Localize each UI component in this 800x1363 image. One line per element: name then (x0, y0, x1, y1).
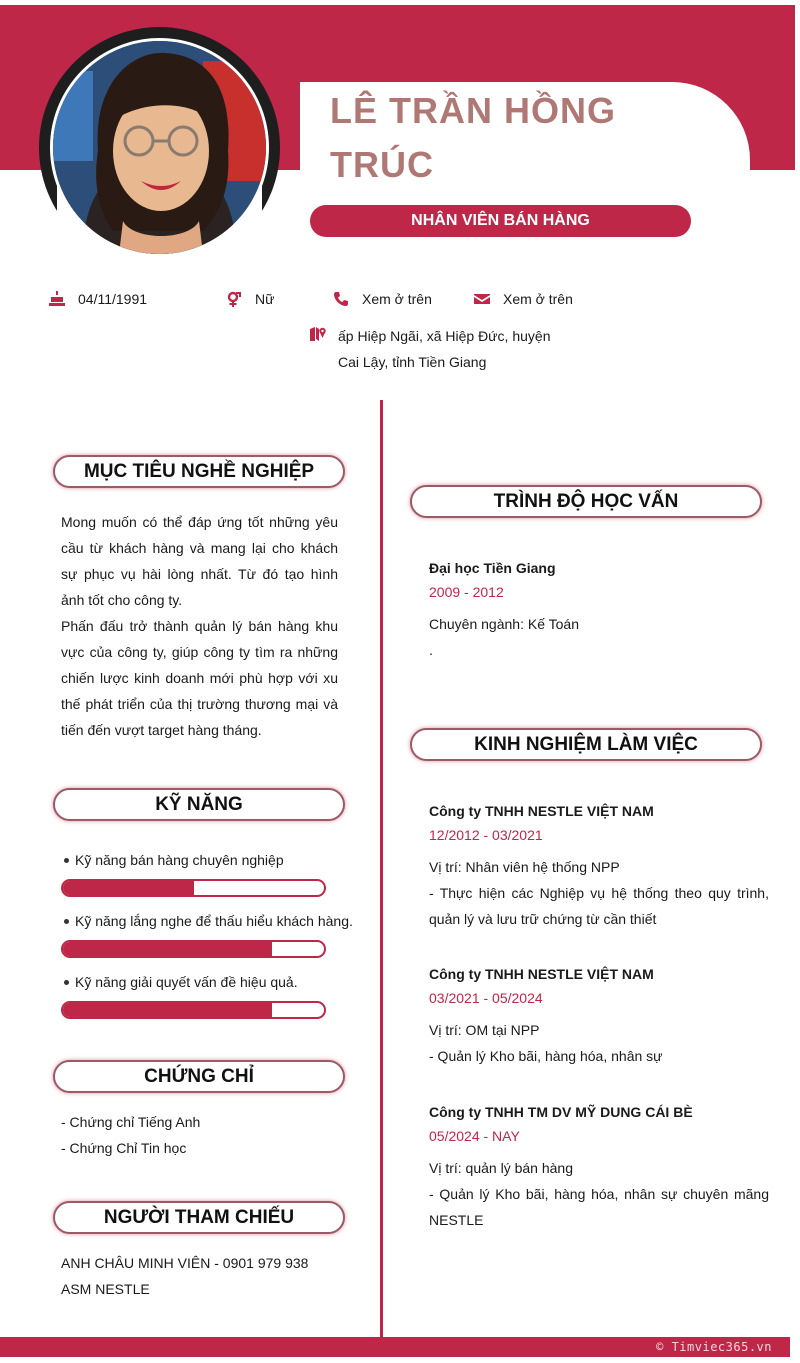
job-position: Vị trí: Nhân viên hệ thống NPP (429, 859, 620, 875)
references-heading: NGƯỜI THAM CHIẾU (53, 1201, 345, 1234)
education-entry (429, 556, 769, 663)
bullet-dot (64, 919, 69, 924)
watermark: © Timviec365.vn (656, 1340, 772, 1354)
phone-item (333, 291, 432, 307)
job-description: - Quản lý Kho bãi, hàng hóa, nhân sự chuyên mãng NESTLE (429, 1186, 769, 1228)
gender-value: Nữ (255, 291, 275, 307)
education-major: Chuyên ngành: Kế Toán (429, 616, 579, 632)
bullet-dot (64, 980, 69, 985)
column-divider (380, 400, 383, 1337)
map-pin-icon (310, 326, 326, 342)
birthday-cake-icon (49, 291, 65, 307)
skills-heading: KỸ NĂNG (53, 788, 345, 821)
certificate-item: - Chứng chỉ Tiếng Anh (61, 1114, 201, 1130)
certificate-item: - Chứng Chỉ Tin học (61, 1140, 187, 1156)
skill-level-bar (61, 1001, 326, 1019)
certificates-heading: CHỨNG CHỈ (53, 1060, 345, 1093)
phone-icon (333, 291, 349, 307)
job-entry (429, 962, 769, 1069)
skill-item (61, 972, 361, 1019)
birthday-value: 04/11/1991 (78, 291, 148, 307)
job-period: 05/2024 - NAY (429, 1128, 520, 1144)
address-value: ấp Hiệp Ngãi, xã Hiệp Đức, huyện Cai Lậy, tỉnh Tiền Giang (338, 328, 551, 370)
objective-heading: MỤC TIÊU NGHỀ NGHIỆP (53, 455, 345, 488)
bullet-dot (64, 858, 69, 863)
experience-heading: KINH NGHIỆM LÀM VIỆC (410, 728, 762, 761)
objective-paragraph: Mong muốn có thể đáp ứng tốt những yêu cầu từ khách hàng và mang lại cho khách sự phục vụ hài lòng nhất. Từ đó tạo hình ảnh tốt cho công ty. (61, 514, 338, 608)
education-note: . (429, 642, 433, 658)
phone-value: Xem ở trên (362, 291, 432, 307)
company-name: Công ty TNHH NESTLE VIỆT NAM (429, 803, 654, 819)
skill-label: Kỹ năng lắng nghe để thấu hiểu khách hàng. (75, 913, 353, 929)
email-value: Xem ở trên (503, 291, 573, 307)
avatar (53, 41, 266, 254)
skill-level-fill (63, 942, 272, 956)
education-period: 2009 - 2012 (429, 584, 504, 600)
references-list (61, 1250, 361, 1302)
job-position: Vị trí: quản lý bán hàng (429, 1160, 573, 1176)
email-item (474, 291, 573, 307)
address-item (310, 323, 558, 375)
skill-level-bar (61, 940, 326, 958)
skill-item (61, 850, 361, 897)
job-entry (429, 799, 769, 932)
skill-label: Kỹ năng giải quyết vấn đề hiệu quả. (75, 974, 298, 990)
gender-icon (226, 291, 242, 307)
company-name: Công ty TNHH TM DV MỸ DUNG CÁI BÈ (429, 1104, 693, 1120)
job-description: - Thực hiện các Nghiệp vụ hệ thống theo quy trình, quản lý và lưu trữ chứng từ cần thiết (429, 885, 769, 927)
birthday-item (49, 291, 147, 307)
job-title-badge: NHÂN VIÊN BÁN HÀNG (310, 205, 691, 237)
objective-paragraph: Phấn đấu trở thành quản lý bán hàng khu vực của công ty, giúp công ty tìm ra những chiến lược kinh doanh mới phù hợp với xu thế phát triển của thị trường thương mại và tiến đến vượt target hàng tháng. (61, 618, 338, 738)
skill-level-fill (63, 1003, 272, 1017)
skill-label: Kỹ năng bán hàng chuyên nghiệp (75, 852, 284, 868)
candidate-name: LÊ TRẦN HỒNG TRÚC (330, 90, 616, 185)
school-name: Đại học Tiền Giang (429, 560, 556, 576)
envelope-icon (474, 291, 490, 307)
job-position: Vị trí: OM tại NPP (429, 1022, 540, 1038)
job-description: - Quản lý Kho bãi, hàng hóa, nhân sự (429, 1048, 663, 1064)
job-period: 03/2021 - 05/2024 (429, 990, 543, 1006)
job-entry (429, 1100, 769, 1233)
skill-item (61, 911, 361, 958)
job-period: 12/2012 - 03/2021 (429, 827, 543, 843)
gender-item (226, 291, 274, 307)
skill-level-fill (63, 881, 194, 895)
certificates-list (61, 1109, 341, 1161)
reference-line: ASM NESTLE (61, 1281, 150, 1297)
objective-text (61, 509, 338, 743)
company-name: Công ty TNHH NESTLE VIỆT NAM (429, 966, 654, 982)
education-heading: TRÌNH ĐỘ HỌC VẤN (410, 485, 762, 518)
skill-level-bar (61, 879, 326, 897)
reference-line: ANH CHÂU MINH VIÊN - 0901 979 938 (61, 1255, 309, 1271)
